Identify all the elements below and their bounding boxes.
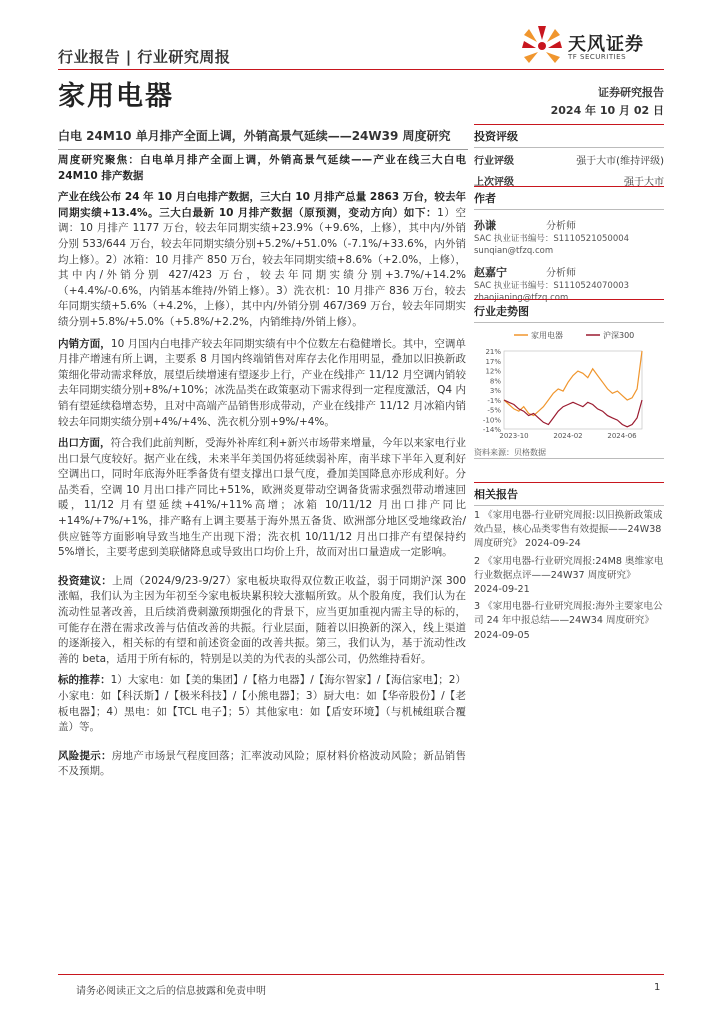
author-title: 作者 xyxy=(474,186,664,210)
rating-title: 投资评级 xyxy=(474,124,664,148)
brand-name: 天风证券 xyxy=(568,34,644,55)
y-tick-label: -10% xyxy=(482,416,501,425)
brand-name-en: TF SECURITIES xyxy=(568,53,627,61)
y-tick-label: 21% xyxy=(485,348,501,356)
analyst-name: 孙谦 xyxy=(474,219,496,232)
paragraph-investment xyxy=(58,574,466,668)
para1-body: 1）空调：10 月排产 1177 万台，较去年同期实绩+23.9%（+9.6%，上修），其中内/外销分别 533/644 万台，较去年同期实绩分别+5.2%/+51.0%（-7.1%/+33.6%，内外销均上修）。2）冰箱：10 月排产 850 万台，较去年同期实绩+8.6%（+2.0%，上修），其中内/外销分别 427/423 万台，较去年同期实绩分别+3.7%/+14.2%（+4.4%/-0.6%，内销基本维持/外销上修）。3）洗衣机：10 月排产 836 万台，较去年同期实绩+5.6%（+4.2%，上修），其中内/外销分别 467/369 万台，较去年同期实绩分别+5.8%/+5.0%（+5.8%/+2.2%，内销维持/外销上修）。 xyxy=(58,206,466,328)
report-label: 证券研究报告 xyxy=(598,86,664,99)
trend-chart xyxy=(474,323,664,441)
legend-label: 沪深300 xyxy=(603,331,635,340)
analyst-role: 分析师 xyxy=(546,221,576,232)
analyst-block xyxy=(474,261,664,304)
para3-body: 符合我们此前判断，受海外补库红利+新兴市场带来增量，今年以来家电行业出口景气度较好。据产业在线，未来半年美国仍将延续弱补库，南半球下半年入夏利好空调出口，同时年底海外旺季备货有望支撑出口景气度，叠加美国降息亦形成利好。分品类看，空调 10 月出口排产同比+51%，欧洲炎夏带动空调备货需求强烈带动增速回暖，11/12 月有望延续+41%/+11%高增；冰箱 10/11/12 月出口排产同比+14%/+7%/+1%，排产略有上调主要基于海外黑五备货、欧洲部分地区受地缘政治/供应链等方面影响导致当地生产出现下滑；洗衣机 10/11/12 月出口排产有望保持约 5%增长，主要考虑到美联储降息或导致出口均价上升，故而对出口量造成一定影响。 xyxy=(58,437,467,559)
analyst-cert: SAC 执业证书编号：S1110524070003 xyxy=(474,281,630,291)
paragraph-production xyxy=(58,190,466,330)
para4-body: 上周（2024/9/23-9/27）家电板块取得双位数正收益，弱于同期沪深 300 涨幅，我们认为主因为年初至今家电板块累积较大涨幅所致。从个股角度，我们认为在流动性显著改善，且后续消费刺激预期强化的背景下，应当更加重视内需主导的标的，可能存在潜在需求改善与估值改善的共振。行业层面，随着以旧换新的深入，线上渠道的逐渐接入，相关标的有望和前述资金面的改善共振。第三，我们认为，基于流动性改善的 beta，适用于所有标的，特别是以美的为代表的头部公司，仍然维持看好。 xyxy=(58,574,467,665)
x-tick-label: 2024-06 xyxy=(607,432,637,440)
report-subtitle: 白电 24M10 单月排产全面上调，外销高景气延续——24W39 周度研究 xyxy=(58,127,468,150)
report-type: 行业报告 | 行业研究周报 xyxy=(58,48,231,66)
para4-lead: 投资建议： xyxy=(58,574,113,587)
para3-lead: 出口方面， xyxy=(58,437,111,450)
series-line xyxy=(504,400,642,427)
rating-key: 行业评级 xyxy=(474,156,514,167)
para2-body: 10 月国内白电排产较去年同期实绩有中个位数左右稳健增长。其中，空调单月排产增速有所上调，主要系 8 月国内终端销售对库存去化作用明显，叠加以旧换新政策细化带动需求释放，展望后续增速有望逐步上行，产业在线排产 11/12 月空调内销较去年同期实绩分别+8%/+10%；冰洗品类在政策驱动下需求得到一定程度激活，Q4 内销有望延续稳增态势，且对中高端产品销售形成带动，产业在线排产 11/12 月冰箱内销较去年同期实绩分别+4%/+4%、洗衣机分别+9%/+4%。 xyxy=(58,337,467,428)
rating-value: 强于大市(维持评级) xyxy=(576,156,664,167)
rating-value: 强于大市 xyxy=(624,177,664,188)
reports-list xyxy=(474,509,664,643)
focus-title: 周度研究聚焦：白电单月排产全面上调，外销高景气延续——产业在线三大白电 24M10 排产数据 xyxy=(58,154,466,182)
rating-panel xyxy=(474,124,664,190)
chart-title: 行业走势图 xyxy=(474,299,664,323)
x-tick-label: 2024-02 xyxy=(553,432,583,440)
analyst-role: 分析师 xyxy=(546,268,576,279)
rating-row xyxy=(474,148,664,169)
chart-panel xyxy=(474,299,664,459)
footer-rule xyxy=(58,974,664,975)
analyst-email[interactable]: zhaojianing@tfzq.com xyxy=(474,293,569,303)
y-tick-label: -5% xyxy=(487,406,501,415)
paragraph-domestic xyxy=(58,337,466,431)
y-tick-label: 17% xyxy=(485,357,501,366)
para5-lead: 标的推荐： xyxy=(58,674,111,687)
analyst-cert: SAC 执业证书编号：S1110521050004 xyxy=(474,234,630,244)
reports-panel xyxy=(474,482,664,646)
para6-body: 房地产市场景气程度回落；汇率波动风险；原材料价格波动风险；新品销售不及预期。 xyxy=(58,749,467,778)
para5-body: 1）大家电：如【美的集团】/【格力电器】/【海尔智家】/【海信家电】；2）小家电：如【科沃斯】/【极米科技】/【小熊电器】；3）厨大电：如【华帝股份】/【老板电器】；4）黑电：如【TCL 电子】；5）其他家电：如【盾安环境】（与机械组联合覆盖）等。 xyxy=(58,674,467,734)
chart-source: 资料来源：贝格数据 xyxy=(474,448,546,457)
analyst-name: 赵嘉宁 xyxy=(474,266,507,279)
main-content xyxy=(58,153,466,786)
report-link[interactable]: 3 《家用电器-行业研究周报:海外主要家电公司 24 年中报总结——24W34 周度研究》 2024-09-05 xyxy=(474,601,663,641)
paragraph-risk xyxy=(58,749,466,780)
para2-lead: 内销方面， xyxy=(58,337,111,350)
y-tick-label: -1% xyxy=(487,396,501,405)
y-tick-label: 12% xyxy=(485,367,501,376)
paragraph-picks xyxy=(58,673,466,735)
analyst-block xyxy=(474,214,664,257)
para6-lead: 风险提示： xyxy=(58,749,112,762)
para1-lead: 产业在线公布 24 年 10 月白电排产数据，三大白 10 月排产总量 2863 万台，较去年同期实绩+13.4%。三大白最新 10 月排产数据（原预测，变动方向）如下： xyxy=(58,191,466,219)
rating-key: 上次评级 xyxy=(474,177,514,188)
report-link[interactable]: 2 《家用电器-行业研究周报:24M8 奥维家电行业数据点评——24W37 周度研究》 2024-09-21 xyxy=(474,555,664,596)
plot-frame xyxy=(504,351,642,429)
legend-label: 家用电器 xyxy=(531,331,563,340)
reports-title: 相关报告 xyxy=(474,482,664,506)
page-number: 1 xyxy=(654,982,661,993)
series-line xyxy=(504,351,642,416)
y-tick-label: 8% xyxy=(489,377,501,386)
paragraph-export xyxy=(58,436,466,561)
footer-disclaimer: 请务必阅读正文之后的信息披露和免责申明 xyxy=(76,986,266,997)
author-panel xyxy=(474,186,664,304)
y-tick-label: -14% xyxy=(482,426,501,434)
analyst-email[interactable]: sunqian@tfzq.com xyxy=(474,246,554,256)
report-date: 2024 年 10 月 02 日 xyxy=(550,104,664,117)
y-tick-label: 3% xyxy=(489,387,501,395)
x-tick-label: 2023-10 xyxy=(499,432,529,440)
report-link[interactable]: 1 《家用电器-行业研究周报:以旧换新政策成效凸显，核心品类零售有效提振——24W38 周度研究》 2024-09-24 xyxy=(474,510,663,550)
industry-title: 家用电器 xyxy=(58,81,174,112)
